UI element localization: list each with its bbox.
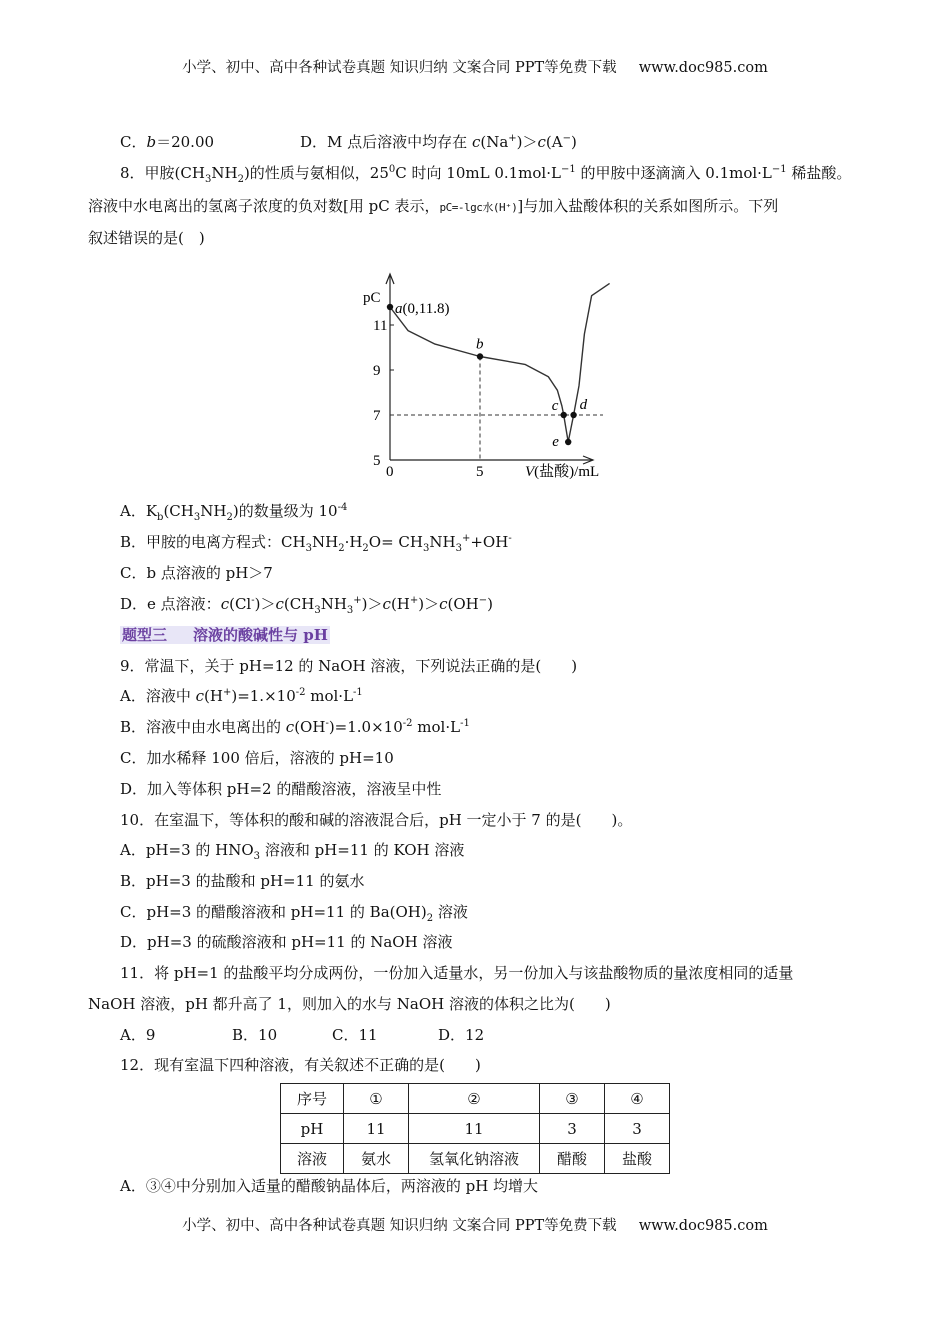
table-cell: ④ <box>605 1084 670 1114</box>
q10-option-d: D．pH=3 的硫酸溶液和 pH=11 的 NaOH 溶液 <box>120 933 453 951</box>
q7-option-c: C．b＝20.00 <box>120 133 215 151</box>
page-header <box>0 58 950 78</box>
table-cell: ③ <box>540 1084 605 1114</box>
table-cell: ② <box>409 1084 540 1114</box>
q8-option-c: C．b 点溶液的 pH＞7 <box>120 564 273 582</box>
y-tick-label: 11 <box>373 318 388 334</box>
point-e <box>565 439 571 445</box>
q8-option-a: A．$K_b(CH_3NH_2)$的数量级为 $10^{-4}$ <box>120 502 348 523</box>
q9-option-d: D．加入等体积 pH=2 的醋酸溶液，溶液呈中性 <box>120 780 442 798</box>
y-axis-label: pC <box>363 290 381 306</box>
header-text: 小学、初中、高中各种试卷真题 知识归纳 文案合同 PPT等免费下载 <box>182 60 617 76</box>
q8-stem-line2: 溶液中水电离出的氢离子浓度的负对数[用 pC 表示，pC=-lgc水(H⁺)]与加入盐酸体积的关系如图所示。下列 <box>88 197 779 215</box>
q9-stem: 9．常温下，关于 pH=12 的 NaOH 溶液，下列说法正确的是( ) <box>120 657 578 675</box>
q10-option-c: C．pH=3 的醋酸溶液和 pH=11 的 $Ba(OH)_2$ 溶液 <box>120 903 468 924</box>
y-tick-label: 9 <box>373 363 381 379</box>
point-label-b: b <box>476 336 484 353</box>
q10-option-b: B．pH=3 的盐酸和 pH=11 的氨水 <box>120 872 365 890</box>
q10-option-a: A．pH=3 的 $HNO_3$ 溶液和 pH=11 的 KOH 溶液 <box>120 841 465 862</box>
q9-option-c: C．加水稀释 100 倍后，溶液的 pH=10 <box>120 749 394 767</box>
q10-stem: 10．在室温下，等体积的酸和碱的溶液混合后，pH 一定小于 7 的是( )。 <box>120 811 633 829</box>
pc-titration-chart <box>355 262 625 482</box>
point-label-d: d <box>579 397 588 413</box>
q11-option-c: C．11 <box>332 1026 378 1044</box>
table-cell: 11 <box>409 1114 540 1144</box>
table-cell: 11 <box>344 1114 409 1144</box>
chart-marks <box>387 283 610 460</box>
point-c <box>561 412 567 418</box>
point-a <box>387 304 393 310</box>
page-footer <box>0 1216 950 1236</box>
header-site[interactable]: www.doc985.com <box>638 60 768 76</box>
q11-option-d: D．12 <box>438 1026 485 1044</box>
y-tick-label: 7 <box>373 408 381 424</box>
table-row <box>281 1114 670 1144</box>
q11-option-b: B．10 <box>232 1026 278 1044</box>
x-axis-label: V(盐酸)/mL <box>525 464 600 480</box>
x-tick-label: 5 <box>476 464 484 480</box>
table-row <box>281 1144 670 1174</box>
section-title: 溶液的酸碱性与 pH <box>193 626 328 644</box>
table-cell: 氨水 <box>344 1144 409 1174</box>
q12-stem: 12．现有室温下四种溶液，有关叙述不正确的是( ) <box>120 1056 481 1074</box>
table-cell: 序号 <box>281 1084 344 1114</box>
table-cell: 3 <box>540 1114 605 1144</box>
table-cell: ① <box>344 1084 409 1114</box>
q8-stem-line3: 叙述错误的是( ) <box>88 229 205 247</box>
point-label-e: e <box>552 434 559 450</box>
table-cell: 3 <box>605 1114 670 1144</box>
pc-formula: pC=-lgc水(H⁺) <box>439 201 518 214</box>
table-cell: 醋酸 <box>540 1144 605 1174</box>
q9-option-a: A．溶液中 $c(H^+)=1.\times 10^{-2}$ $mol\cdot L^{-1}$ <box>120 687 363 705</box>
q11-stem-line1: 11．将 pH=1 的盐酸平均分成两份，一份加入适量水，另一份加入与该盐酸物质的量浓度相同的适量 <box>120 964 794 982</box>
q9-option-b: B．溶液中由水电离出的 $c(OH^-)=1.0\times 10^{-2}$ $mol\cdot L^{-1}$ <box>120 718 470 736</box>
solutions-table <box>280 1083 670 1174</box>
q12-option-a: A．③④中分别加入适量的醋酸钠晶体后，两溶液的 pH 均增大 <box>120 1177 539 1195</box>
footer-text: 小学、初中、高中各种试卷真题 知识归纳 文案合同 PPT等免费下载 <box>182 1218 617 1234</box>
point-label-c: c <box>551 398 559 414</box>
point-label-a: a(0,11.8) <box>395 301 450 317</box>
table-row <box>281 1084 670 1114</box>
q7-option-d: D．M 点后溶液中均存在 c(Na+)＞c(A−) <box>300 133 577 151</box>
point-d <box>570 412 576 418</box>
point-b <box>477 353 483 359</box>
x-tick-label: 0 <box>386 464 394 480</box>
y-tick-label: 5 <box>373 453 381 469</box>
footer-site[interactable]: www.doc985.com <box>638 1218 768 1234</box>
table-cell: 盐酸 <box>605 1144 670 1174</box>
q11-option-a: A．9 <box>120 1026 156 1044</box>
q8-option-b: B．甲胺的电离方程式：$CH_3NH_2\cdot H_2O= CH_3NH_3^++OH^-$ <box>120 533 512 554</box>
section-heading <box>120 625 330 645</box>
section-label: 题型三 <box>122 626 168 644</box>
q8-stem-line1: 8．甲胺$(CH_3NH_2)$的性质与氨相似，$25^0C$ 时向 10mL $0.1mol\cdot L^{-1}$ 的甲胺中逐滴滴入 $0.1mol\cdot L^{-1}$ 稀盐酸。 <box>120 164 852 185</box>
table-cell: pH <box>281 1114 344 1144</box>
q11-stem-line2: NaOH 溶液，pH 都升高了 1，则加入的水与 NaOH 溶液的体积之比为( ) <box>88 995 611 1013</box>
table-cell: 氢氧化钠溶液 <box>409 1144 540 1174</box>
table-cell: 溶液 <box>281 1144 344 1174</box>
q8-option-d: D．e 点溶液：$c(Cl^-)>c(CH_3NH_3^+)>c(H^+)>c(OH^-)$ <box>120 595 494 616</box>
